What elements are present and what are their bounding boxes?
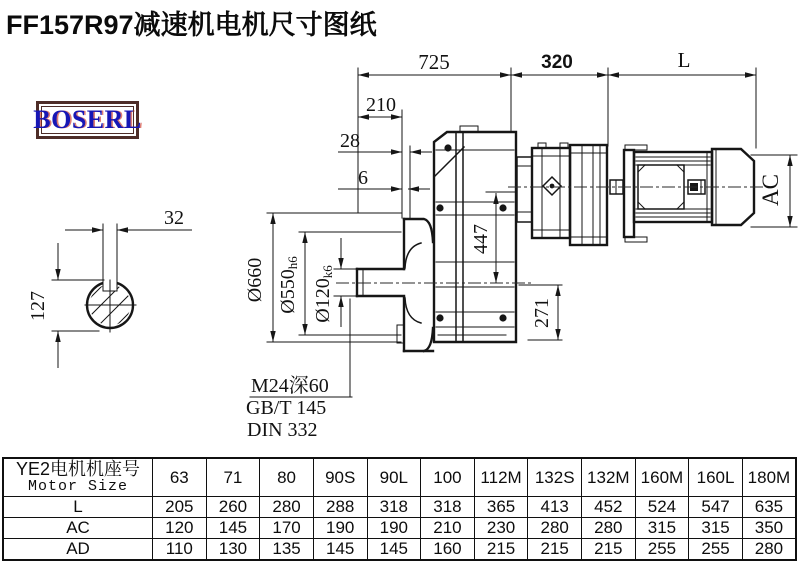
- table-cell: 160: [421, 539, 475, 561]
- table-cell: 210: [421, 518, 475, 539]
- dim-725-label: 725: [418, 50, 450, 74]
- motor-size-column-header: 71: [206, 458, 260, 497]
- motor-size-column-header: 160M: [635, 458, 689, 497]
- motor-size-table: [2, 457, 797, 561]
- row-label: AD: [3, 539, 153, 561]
- table-cell: 170: [260, 518, 314, 539]
- table-cell: 215: [528, 539, 582, 561]
- motor-size-column-header: 160L: [689, 458, 743, 497]
- motor-size-table-grid: [2, 457, 797, 561]
- note-thread: M24深60: [251, 375, 329, 397]
- page-title: FF157R97减速机电机尺寸图纸: [6, 10, 377, 40]
- dim-660-label: Ø660: [244, 257, 266, 303]
- motor-size-column-header: 100: [421, 458, 475, 497]
- table-row: [3, 518, 796, 539]
- table-cell: 318: [421, 497, 475, 518]
- table-cell: 255: [689, 539, 743, 561]
- table-cell: 280: [742, 539, 796, 561]
- table-cell: 280: [528, 518, 582, 539]
- dim-L-label: L: [677, 48, 691, 72]
- table-cell: 288: [313, 497, 367, 518]
- table-cell: 315: [635, 518, 689, 539]
- table-header-motor-size: YE2电机机座号 Motor Size: [3, 458, 153, 497]
- note-gbt: GB/T 145: [246, 397, 327, 419]
- dim-210-label: 210: [366, 94, 396, 116]
- table-cell: 413: [528, 497, 582, 518]
- table-cell: 547: [689, 497, 743, 518]
- hollow-output-shaft: [357, 269, 404, 296]
- table-cell: 230: [474, 518, 528, 539]
- shaft-section-view: [56, 252, 181, 377]
- table-cell: 350: [742, 518, 796, 539]
- table-cell: 145: [367, 539, 421, 561]
- table-cell: 280: [582, 518, 636, 539]
- dim-6-label: 6: [358, 167, 368, 189]
- motor-size-column-header: 80: [260, 458, 314, 497]
- row-label: AC: [3, 518, 153, 539]
- dim-271-label: 271: [531, 298, 553, 328]
- row-label: L: [3, 497, 153, 518]
- table-cell: 145: [313, 539, 367, 561]
- motor-size-column-header: 90S: [313, 458, 367, 497]
- dim-AC-label: AC: [758, 174, 783, 206]
- table-cell: 318: [367, 497, 421, 518]
- boserl-logo-text: BOSERL: [33, 105, 142, 134]
- dim-127-label: 127: [27, 291, 49, 321]
- table-cell: 524: [635, 497, 689, 518]
- table-cell: 315: [689, 518, 743, 539]
- table-cell: 260: [206, 497, 260, 518]
- dim-28-label: 28: [340, 130, 360, 152]
- table-cell: 145: [206, 518, 260, 539]
- table-cell: 120: [153, 518, 207, 539]
- dim-447-label: 447: [470, 224, 492, 254]
- table-cell: 205: [153, 497, 207, 518]
- input-stage: [517, 143, 623, 245]
- table-cell: 130: [206, 539, 260, 561]
- dim-550h6-label: Ø550h6: [277, 256, 300, 314]
- table-cell: 190: [313, 518, 367, 539]
- table-row: [3, 497, 796, 518]
- motor-size-column-header: 132S: [528, 458, 582, 497]
- table-cell: 452: [582, 497, 636, 518]
- dim-32-label: 32: [164, 207, 184, 229]
- table-cell: 635: [742, 497, 796, 518]
- output-flange: [397, 219, 433, 351]
- note-din: DIN 332: [247, 419, 318, 441]
- table-cell: 365: [474, 497, 528, 518]
- dim-120k6-label: Ø120k6: [312, 265, 335, 323]
- table-cell: 215: [582, 539, 636, 561]
- motor-size-column-header: 112M: [474, 458, 528, 497]
- table-row: [3, 539, 796, 561]
- table-cell: 110: [153, 539, 207, 561]
- table-cell: 280: [260, 497, 314, 518]
- table-cell: 215: [474, 539, 528, 561]
- motor-view: [624, 145, 754, 242]
- table-cell: 135: [260, 539, 314, 561]
- table-cell: 255: [635, 539, 689, 561]
- motor-size-column-header: 90L: [367, 458, 421, 497]
- dimension-lines: [244, 48, 797, 342]
- table-cell: 190: [367, 518, 421, 539]
- motor-size-column-header: 63: [153, 458, 207, 497]
- motor-size-column-header: 132M: [582, 458, 636, 497]
- dim-320-label: 320: [541, 52, 573, 73]
- thread-notes: [246, 299, 352, 441]
- motor-size-column-header: 180M: [742, 458, 796, 497]
